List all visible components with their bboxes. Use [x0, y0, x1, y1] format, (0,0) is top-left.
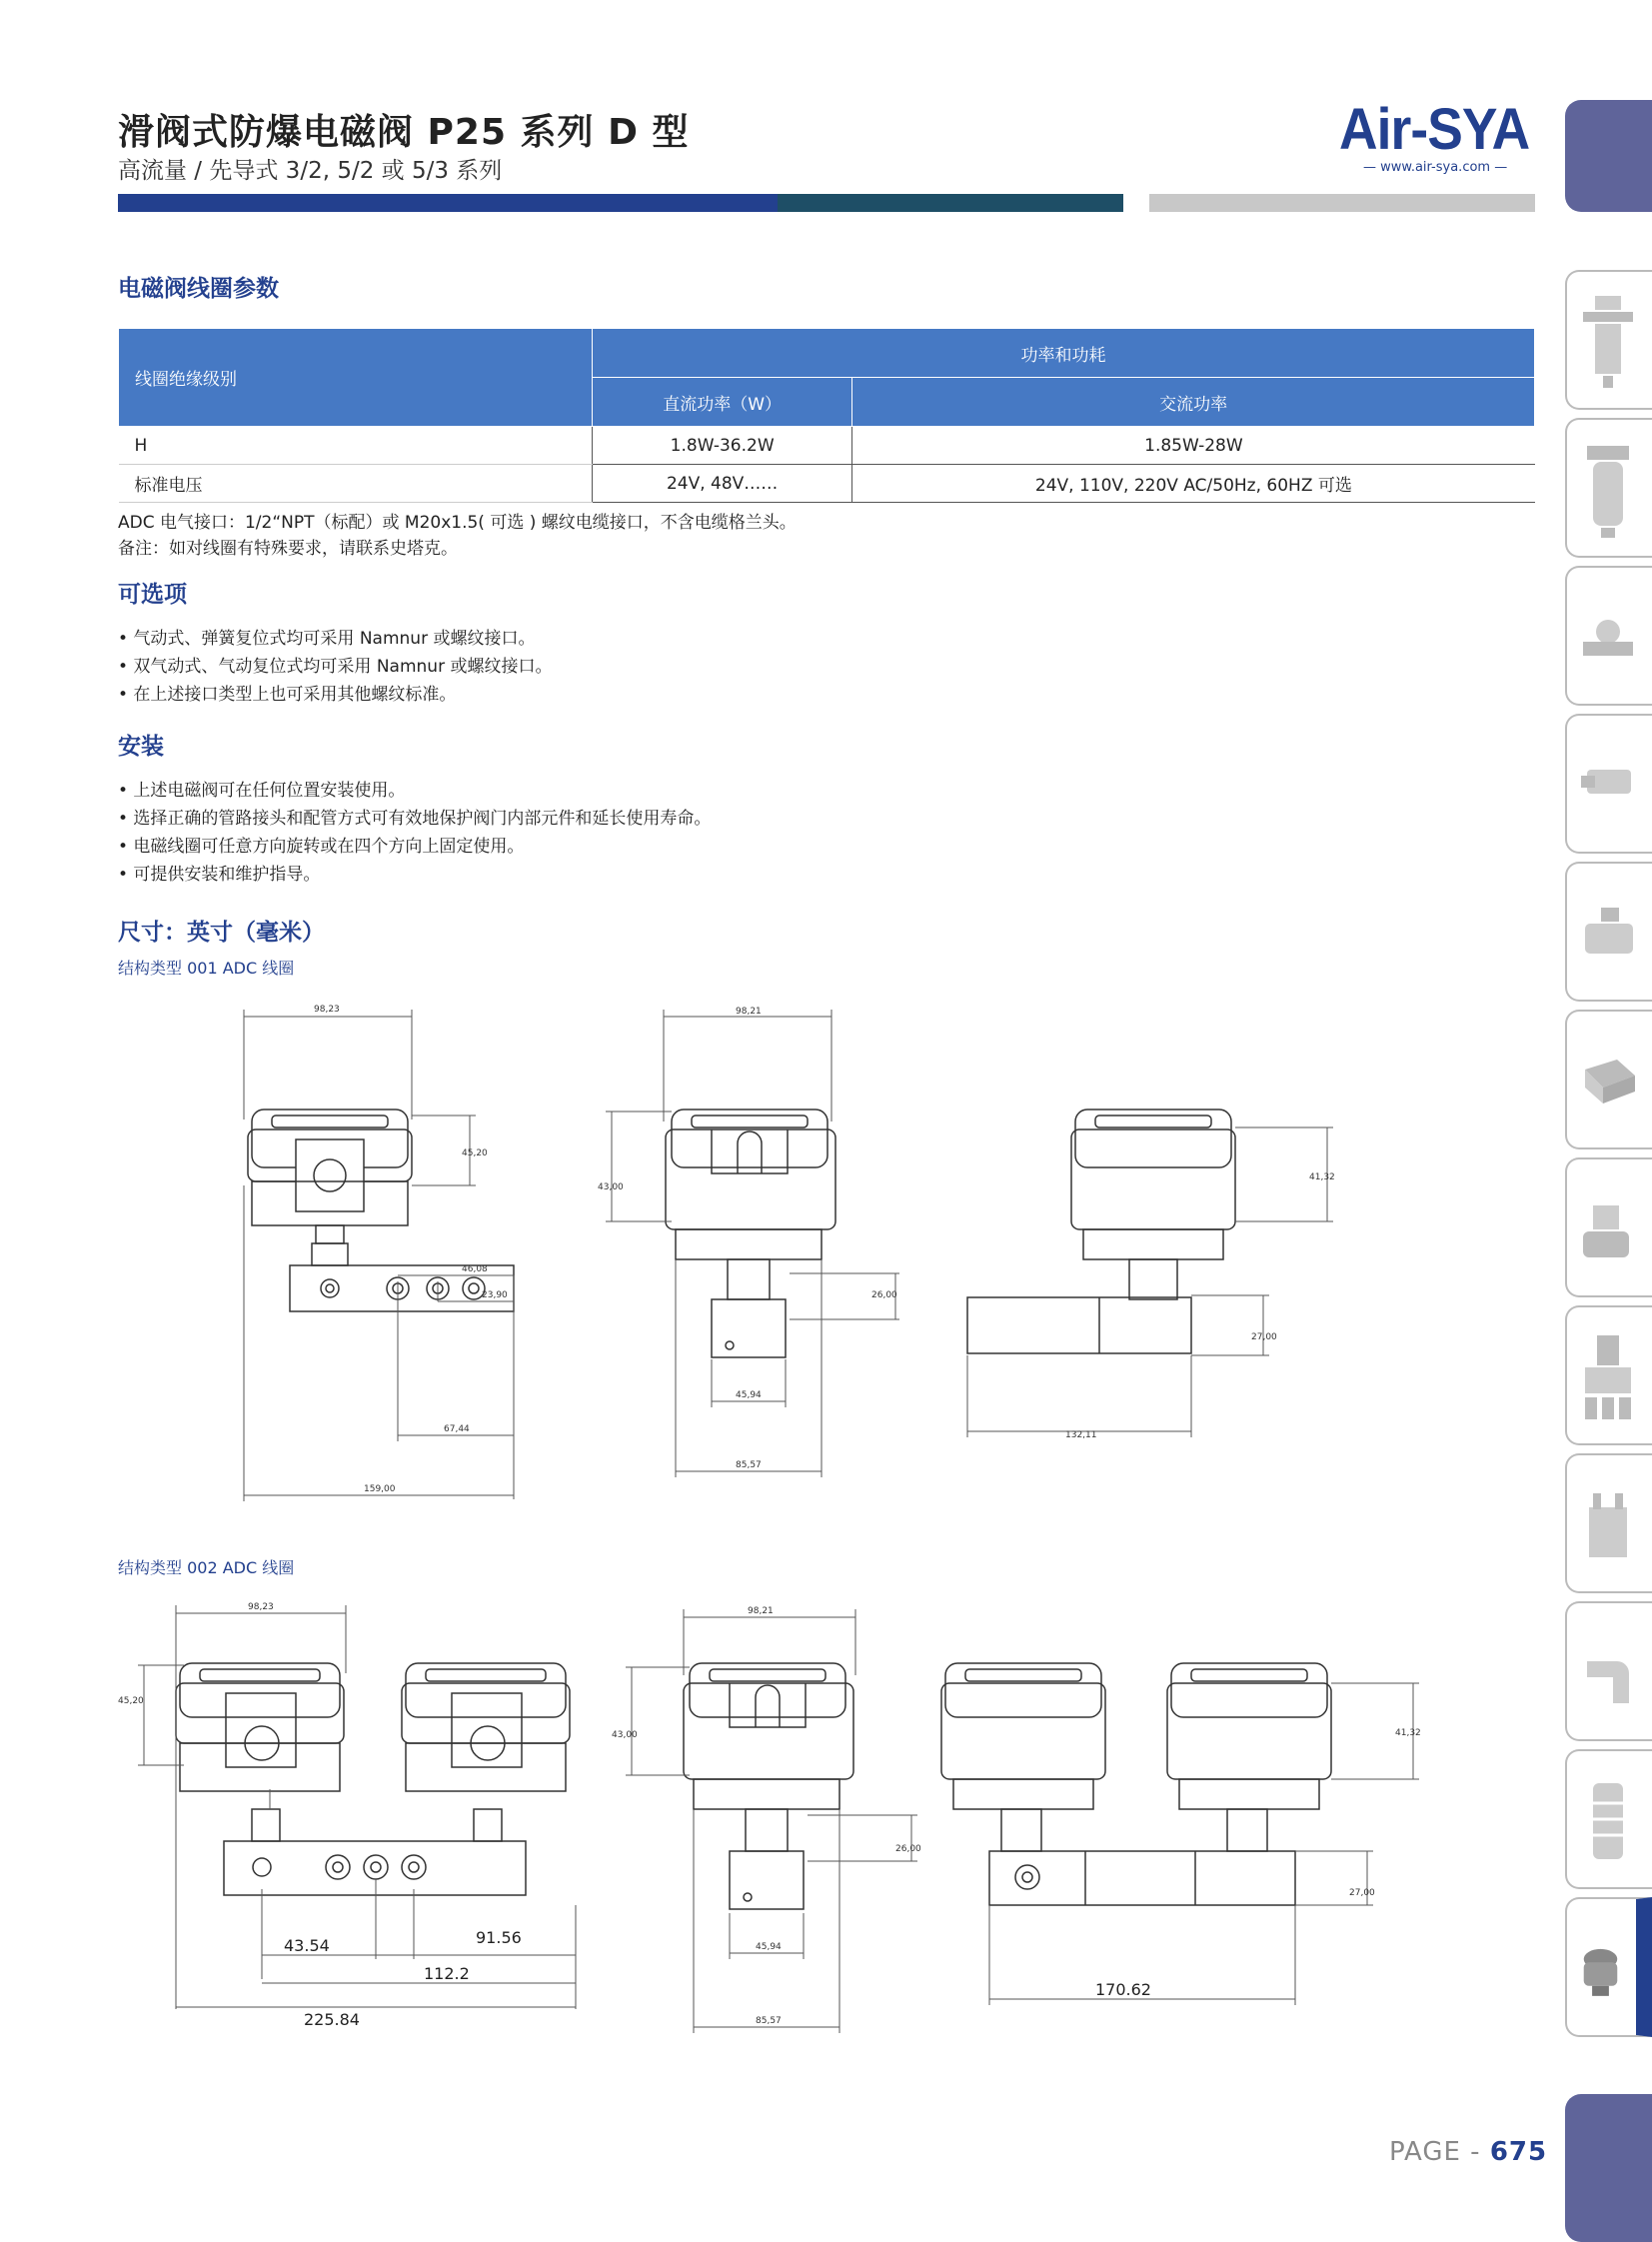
elbow-fitting-icon — [1577, 1621, 1639, 1725]
brand-logo: Air-SYA — [1339, 97, 1530, 162]
silencer-icon — [1577, 1769, 1639, 1873]
dim-label: 43.54 — [284, 1936, 330, 1955]
install-item: • 电磁线圈可任意方向旋转或在四个方向上固定使用。 — [118, 837, 525, 857]
dim-label: 27,00 — [1349, 1888, 1375, 1898]
header-bar-dark — [778, 194, 1123, 212]
electrical-interface-note: ADC 电气接口：1/2“NPT（标配）或 M20x1.5( 可选 ) 螺纹电缆接口，不含电缆格兰头。 — [118, 513, 797, 533]
side-tab-actuator[interactable] — [1565, 862, 1652, 1002]
section-heading-options: 可选项 — [118, 582, 187, 608]
table-header-insulation: 线圈绝缘级别 — [119, 329, 593, 427]
dim-label: 45,20 — [118, 1696, 144, 1706]
table-header-dc: 直流功率（W） — [593, 378, 852, 427]
section-heading-dimensions: 尺寸：英寸（毫米） — [118, 920, 325, 946]
dim-label: 85,57 — [736, 1460, 762, 1470]
box-valve-icon — [1577, 1030, 1639, 1133]
install-item: • 上述电磁阀可在任何位置安装使用。 — [118, 781, 406, 801]
side-tab-lubricator[interactable] — [1565, 418, 1652, 558]
bracket-icon — [1577, 1473, 1639, 1577]
dim-label: 45,94 — [756, 1942, 782, 1952]
table-row — [119, 465, 1535, 503]
side-tab-top — [1565, 100, 1652, 212]
dim-label: 98,23 — [314, 1005, 340, 1015]
table-row — [119, 427, 1535, 465]
dim-label: 43,00 — [612, 1730, 638, 1740]
lubricator-icon — [1577, 438, 1639, 542]
header-bar-blue — [118, 194, 778, 212]
caption-type-002: 结构类型 002 ADC 线圈 — [118, 1558, 295, 1577]
dim-label: 26,00 — [871, 1290, 897, 1300]
side-tab-valve[interactable] — [1565, 714, 1652, 854]
header-bar-grey — [1149, 194, 1535, 212]
coil-parameter-table — [118, 328, 1535, 503]
side-tab-solenoid[interactable] — [1565, 1157, 1652, 1297]
option-item: • 在上述接口类型上也可采用其他螺纹标准。 — [118, 685, 457, 705]
side-tab-explosion-proof[interactable] — [1565, 1897, 1652, 2037]
filter-icon — [1577, 290, 1639, 394]
dim-label: 91.56 — [476, 1928, 522, 1947]
dim-label: 45,20 — [462, 1148, 488, 1158]
back-view-002 — [941, 1663, 1331, 1905]
valve-icon — [1577, 734, 1639, 838]
dim-label: 85,57 — [756, 2016, 782, 2026]
dim-label: 98,23 — [248, 1602, 274, 1612]
dim-label: 98,21 — [736, 1007, 762, 1017]
dim-label: 225.84 — [304, 2010, 360, 2029]
page-number — [1389, 2137, 1547, 2167]
option-item: • 气动式、弹簧复位式均可采用 Namnur 或螺纹接口。 — [118, 629, 536, 649]
page-prefix: PAGE - — [1389, 2137, 1490, 2167]
front-view-002 — [176, 1663, 570, 1895]
drawing-type-001 — [0, 990, 1539, 1519]
table-cell: 24V, 110V, 220V AC/50Hz, 60HZ 可选 — [852, 465, 1535, 503]
dim-label: 23,90 — [482, 1290, 508, 1300]
explosion-proof-valve-icon — [1577, 1917, 1629, 2021]
dim-label: 41,32 — [1395, 1728, 1421, 1738]
section-heading-install: 安装 — [118, 734, 164, 760]
dim-label: 112.2 — [424, 1964, 470, 1983]
side-view-002 — [684, 1663, 853, 1909]
side-tab-manifold[interactable] — [1565, 1305, 1652, 1445]
side-tab-fitting[interactable] — [1565, 1601, 1652, 1741]
section-heading-coil: 电磁阀线圈参数 — [118, 276, 279, 302]
page-number-value: 675 — [1489, 2137, 1548, 2167]
table-cell: 1.8W-36.2W — [593, 427, 852, 465]
drawing-type-002 — [0, 1589, 1539, 2049]
side-tab-filter[interactable] — [1565, 270, 1652, 410]
side-view-001 — [666, 1110, 835, 1357]
table-cell: H — [119, 427, 593, 465]
remark-note: 备注：如对线圈有特殊要求，请联系史塔克。 — [118, 539, 458, 559]
side-tab-bracket[interactable] — [1565, 1453, 1652, 1593]
actuator-icon — [1577, 882, 1639, 986]
dim-label: 67,44 — [444, 1424, 470, 1434]
install-item: • 选择正确的管路接头和配管方式可有效地保护阀门内部元件和延长使用寿命。 — [118, 809, 712, 829]
dim-label: 170.62 — [1095, 1980, 1151, 1999]
solenoid-icon — [1577, 1177, 1639, 1281]
option-item: • 双气动式、气动复位式均可采用 Namnur 或螺纹接口。 — [118, 657, 553, 677]
side-tab-regulator[interactable] — [1565, 566, 1652, 706]
side-tab-box[interactable] — [1565, 1010, 1652, 1149]
regulator-icon — [1577, 586, 1639, 690]
back-view-001 — [967, 1110, 1235, 1353]
table-cell: 标准电压 — [119, 465, 593, 503]
dim-label: 27,00 — [1251, 1332, 1277, 1342]
table-header-ac: 交流功率 — [852, 378, 1535, 427]
side-tab-bottom — [1565, 2094, 1652, 2242]
dim-label: 46,08 — [462, 1264, 488, 1274]
install-item: • 可提供安装和维护指导。 — [118, 865, 321, 885]
dim-label: 26,00 — [895, 1844, 921, 1854]
dim-label: 132,11 — [1065, 1430, 1097, 1440]
front-view-001 — [248, 1110, 514, 1311]
table-cell: 24V, 48V…… — [593, 465, 852, 503]
dim-label: 159,00 — [364, 1484, 396, 1494]
dim-label: 41,32 — [1309, 1172, 1335, 1182]
dim-label: 43,00 — [598, 1182, 624, 1192]
caption-type-001: 结构类型 001 ADC 线圈 — [118, 959, 295, 978]
manifold-icon — [1577, 1325, 1639, 1429]
dim-label: 98,21 — [748, 1606, 774, 1616]
brand-url: — www.air-sya.com — — [1363, 160, 1508, 175]
dim-label: 45,94 — [736, 1390, 762, 1400]
page-subtitle: 高流量 / 先导式 3/2, 5/2 或 5/3 系列 — [118, 158, 503, 184]
table-cell: 1.85W-28W — [852, 427, 1535, 465]
table-header-power: 功率和功耗 — [593, 329, 1535, 378]
side-tab-silencer[interactable] — [1565, 1749, 1652, 1889]
page-title: 滑阀式防爆电磁阀 P25 系列 D 型 — [118, 112, 690, 153]
